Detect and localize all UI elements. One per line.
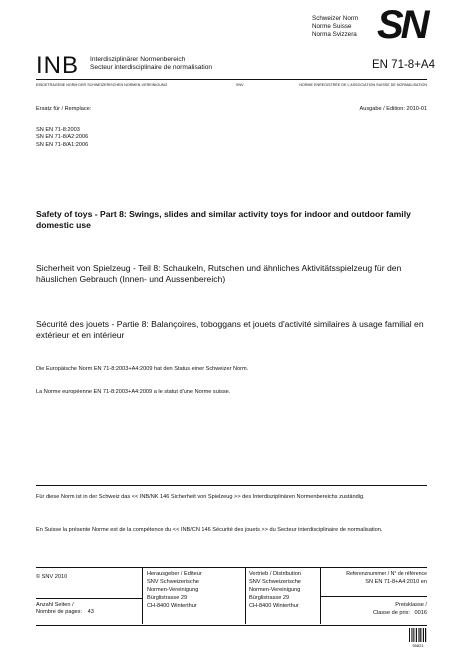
strip-left: EINGETRAGENE NORM DER SCHWEIZERISCHEN NORMEN-VEREINIGUNG xyxy=(36,83,168,87)
publisher-line: Normen-Vereinigung xyxy=(147,587,199,593)
reference-block xyxy=(322,570,427,586)
replace-label: Ersatz für / Remplace: xyxy=(36,106,92,112)
distribution-line: CH-8400 Winterthur xyxy=(249,603,299,609)
publisher-label: Herausgeber / Editeur xyxy=(147,571,202,577)
footer-rule-bottom xyxy=(36,625,427,626)
brand-lines xyxy=(312,15,374,39)
replace-item: SN EN 71-8/A2:2006 xyxy=(36,134,89,141)
pages-label-fr-text: Nombre de pages: xyxy=(36,609,83,616)
price-block xyxy=(322,601,427,617)
pages-label-fr xyxy=(36,609,94,616)
footer-divider-1 xyxy=(142,567,143,624)
status-de: Die Europäische Norm EN 71-8:2003+A4:2009 hat den Status einer Schweizer Norm. xyxy=(36,366,249,372)
reference-label: Referenznummer / N° de référence xyxy=(346,571,427,577)
publisher-line: SNV Schweizerische xyxy=(147,579,199,585)
pages-value: 43 xyxy=(87,609,94,616)
distribution-block xyxy=(249,570,301,610)
price-label-fr xyxy=(322,609,427,617)
footer-rule-right xyxy=(320,596,427,597)
distribution-line: Normen-Vereinigung xyxy=(249,587,301,593)
strip-mid: SNV xyxy=(236,83,244,87)
publisher-block xyxy=(147,570,202,610)
publisher-line: Bürglistrasse 29 xyxy=(147,595,188,601)
brand-line-fr: Norme Suisse xyxy=(312,23,352,30)
standard-number: EN 71-8+A4 xyxy=(372,59,435,71)
footer-rule-left xyxy=(36,598,142,599)
title-fr: Sécurité des jouets - Partie 8: Balançoires, toboggans et jouets d'activité similaires à usage familial en extérieur et en intérieur xyxy=(36,319,424,340)
replace-item: SN EN 71-8/A1:2006 xyxy=(36,141,89,148)
distribution-line: Bürglistrasse 29 xyxy=(249,595,290,601)
footer-rule-top xyxy=(36,567,427,568)
barcode-number: 55821 xyxy=(412,643,424,648)
responsibility-de: Für diese Norm ist in der Schweiz das << INB/NK 146 Sicherheit von Spielzeug >> des Interdisziplinären Normenbereichs zuständig. xyxy=(36,494,365,500)
inb-line-fr: Secteur interdisciplinaire de normalisation xyxy=(90,64,213,72)
price-label-fr-text: Classe de prix: xyxy=(372,610,410,616)
inb-line-de: Interdisziplinärer Normenbereich xyxy=(90,56,186,63)
brand-line-de: Schweizer Norm xyxy=(312,15,359,22)
inb-logo: INB xyxy=(36,52,80,79)
pages-label-de: Anzahl Seiten / xyxy=(36,602,74,608)
title-en: Safety of toys - Part 8: Swings, slides and similar activity toys for indoor and outdoor family domestic use xyxy=(36,209,411,230)
distribution-line: SNV Schweizerische xyxy=(249,579,301,585)
copyright: © SNV 2010 xyxy=(36,574,68,580)
mid-rule xyxy=(36,485,427,486)
pages-label xyxy=(36,602,94,617)
brand-line-it: Norma Svizzera xyxy=(312,31,357,38)
footer-divider-2 xyxy=(245,567,246,624)
sn-logo: SN xyxy=(377,3,427,47)
header-rule xyxy=(36,79,427,80)
responsibility-fr: En Suisse la présente Norme est de la compétence du << INB/CN 146 Sécurité des jouets >> du Secteur interdisciplinaire de normalisation. xyxy=(36,527,383,533)
publisher-line: CH-8400 Winterthur xyxy=(147,603,197,609)
status-fr: La Norme européenne EN 71-8:2003+A4:2009 a le statut d'une Norme suisse. xyxy=(36,389,231,395)
price-label-de: Preisklasse / xyxy=(395,602,427,608)
replace-item: SN EN 71-8:2003 xyxy=(36,127,80,133)
price-value: 0016 xyxy=(414,610,427,616)
replace-list xyxy=(36,127,88,149)
distribution-label: Vertrieb / Distribution xyxy=(249,571,301,577)
inb-text xyxy=(90,56,212,72)
edition: Ausgabe / Edition: 2010-01 xyxy=(359,106,427,112)
strip-right: NORME ENREGISTRÉE DE L'ASSOCIATION SUISSE DE NORMALISATION xyxy=(299,83,427,87)
reference-value: SN EN 71-8+A4:2010 en xyxy=(365,579,427,585)
title-de: Sicherheit von Spielzeug - Teil 8: Schaukeln, Rutschen und ähnliches Aktivitätsspielzeug für den häuslichen Gebrauch (Innen- und Aussenbereich) xyxy=(36,263,402,284)
